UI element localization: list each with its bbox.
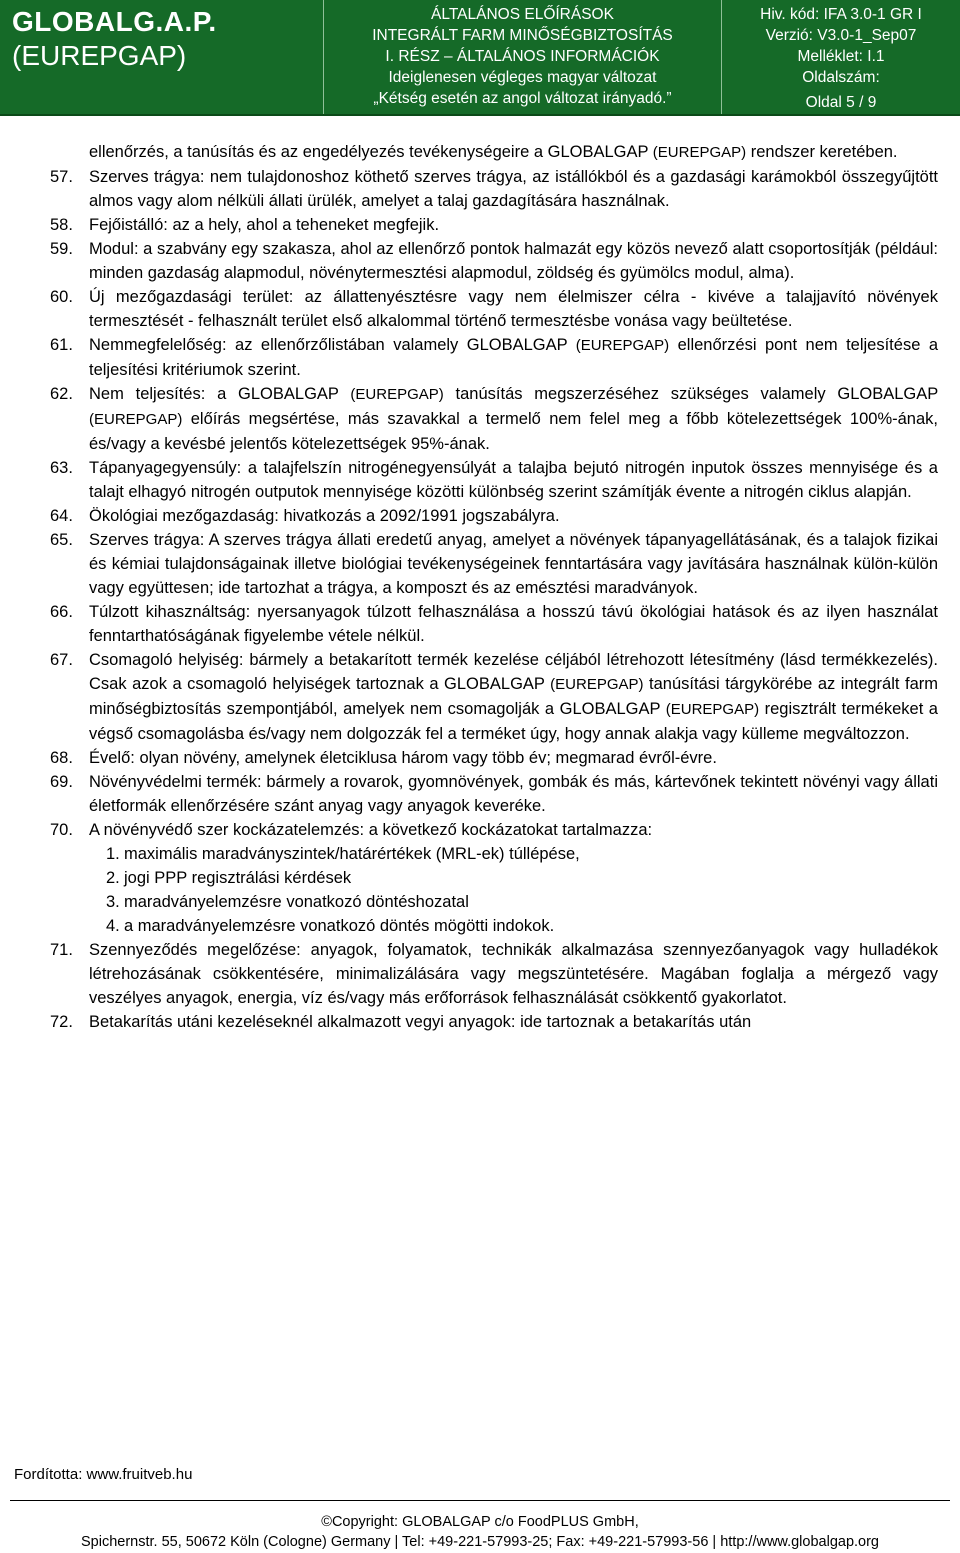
copyright-line: ©Copyright: GLOBALGAP c/o FoodPLUS GmbH, [321,1514,639,1530]
header-title-line: I. RÉSZ – ÁLTALÁNOS INFORMÁCIÓK [385,48,660,65]
definition-item: 64. Ökológiai mezőgazdaság: hivatkozás a 2092/1991 jogszabályra. [50,507,560,525]
sub-list-item: 1. maximális maradványszintek/határértékek (MRL-ek) túllépése, [106,845,580,863]
definition-item: 60. Új mezőgazdasági terület: az állattenyésztésre vagy nem élelmiszer célra - kivéve a talajjavító növények termesztését - felhasznált terület első alkalommal történő termesztésbe vonása vagy beültetése. [50,288,938,330]
definition-item: 63. Tápanyagegyensúly: a talajfelszín nitrogénegyensúlyát a talajba bejutó nitrogén inputok összes mennyisége és a talajt elhagyó nitrogén outputok mennyisége közötti különbség szerint számítják évente a nitrogén ciklus alapján. [50,459,938,501]
document-body [50,140,938,1034]
definition-item: 68. Évelő: olyan növény, amelynek életciklusa három vagy több év; megmarad évről-évre. [50,749,717,767]
definition-item: 69. Növényvédelmi termék: bármely a rovarok, gyomnövények, gombák és más, kártevőnek tekintett növényi vagy állati életformák ellenőrzésére szánt anyag vagy anyagok keveréke. [50,773,938,815]
header-title-line: „Kétség esetén az angol változat irányadó.” [373,90,672,107]
document-footer [0,1512,960,1552]
logo-cell [0,0,324,114]
definition-item: 58. Fejőistálló: az a hely, ahol a teheneket megfejik. [50,216,440,234]
address-line: Spichernstr. 55, 50672 Köln (Cologne) Germany | Tel: +49-221-57993-25; Fax: +49-221-57993-56 | http://www.globalgap.org [80,1534,879,1550]
translator-credit: Fordította: www.fruitveb.hu [14,1466,193,1483]
footer-divider [10,1500,950,1501]
definition-item: 67. Csomagoló helyiség: bármely a betakarított termék kezelése céljából létrehozott létesítmény (lásd termékkezelés). Csak azok a csomagoló helyiségek tartoznak a GLOBALGAP (EUREPGAP) tanúsítási tárgykörébe az integrált farm minőségbiztosítás szempontjából, amelyek nem csomagolják a GLOBALGAP (EUREPGAP) regisztrált termékeket a végső csomagolásba és/vagy nem dolgozzák fel a terméket úgy, hogy annak alakja vagy külleme megváltozzon. [50,651,938,743]
definition-item: 65. Szerves trágya: A szerves trágya állati eredetű anyag, amelyet a növények tápanyagellátásának, és a talajok fizikai és kémiai tulajdonságainak illetve biológiai tevékenységeinek fenntartására vagy javítására használnak külön-külön vagy együttesen; ide tartozhat a trágya, a komposzt és az emésztési maradványok. [50,531,938,597]
definition-item: 70. A növényvédő szer kockázatelemzés: a következő kockázatokat tartalmazza: [50,821,653,839]
header-title-line: Ideiglenesen végleges magyar változat [388,69,657,86]
header-title-line: INTEGRÁLT FARM MINŐSÉGBIZTOSÍTÁS [372,27,673,44]
document-header [0,0,960,116]
sub-list-item: 3. maradványelemzésre vonatkozó döntéshozatal [106,893,469,911]
continuation-paragraph: ellenőrzés, a tanúsítás és az engedélyezés tevékenységeire a GLOBALGAP (EUREPGAP) rendszer keretében. [89,143,898,161]
globalgap-logo-text: GLOBALG.A.P. [12,6,217,37]
page-label: Oldalszám: [802,69,880,86]
eurepgap-logo-text: (EUREPGAP) [12,40,187,71]
document-version: Verzió: V3.0-1_Sep07 [765,27,917,44]
document-meta-cell [722,0,960,114]
definition-item: 61. Nemmegfelelőség: az ellenőrzőlistában valamely GLOBALGAP (EUREPGAP) ellenőrzési pont nem teljesítése a teljesítési kritériumok szerint. [50,336,938,379]
definition-item: 71. Szennyeződés megelőzése: anyagok, folyamatok, technikák alkalmazása szennyezőanyagok vagy hulladékok létrehozásának csökkentésére, minimalizálására vagy megszüntetésére. Magában foglalja a mérgező vagy veszélyes anyagok, energia, víz és/vagy más erőforrások felhasználását csökkentő gyakorlatot. [50,941,938,1007]
definition-item: 66. Túlzott kihasználtság: nyersanyagok túlzott felhasználása a hosszú távú ökológiai hatások és az ilyen használat fenntarthatóságának figyelembe vétele nélkül. [50,603,938,645]
sub-list-item: 2. jogi PPP regisztrálási kérdések [106,869,352,887]
document-code: Hiv. kód: IFA 3.0-1 GR I [760,6,922,23]
definition-item: 72. Betakarítás utáni kezeléseknél alkalmazott vegyi anyagok: ide tartoznak a betakarítás után [50,1013,752,1031]
document-title-cell [324,0,722,114]
sub-list-item: 4. a maradványelemzésre vonatkozó döntés mögötti indokok. [106,917,555,935]
page-number: Oldal 5 / 9 [805,94,877,111]
definition-item: 62. Nem teljesítés: a GLOBALGAP (EUREPGAP) tanúsítás megszerzéséhez szükséges valamely GLOBALGAP (EUREPGAP) előírás megsértése, más szavakkal a termelő nem felel meg a főbb kötelezettségek 100%-ának, és/vagy a kevésbé jelentős kötelezettségek 95%-ának. [50,385,938,453]
definition-item: 59. Modul: a szabvány egy szakasza, ahol az ellenőrző pontok halmazát egy közös nevező alatt csoportosítják (például: minden gazdaság alapmodul, növénytermesztési alapmodul, zöldség és gyümölcs modul, alma). [50,240,938,282]
definition-item: 57. Szerves trágya: nem tulajdonoshoz köthető szerves trágya, az istállókból és a gazdasági karámokból összegyűjtött almos vagy alom nélküli állati ürülék, amelyet a talaj gazdagítására használnak. [50,168,938,210]
header-title-line: ÁLTALÁNOS ELŐÍRÁSOK [431,6,614,23]
document-annex: Melléklet: I.1 [797,48,885,65]
